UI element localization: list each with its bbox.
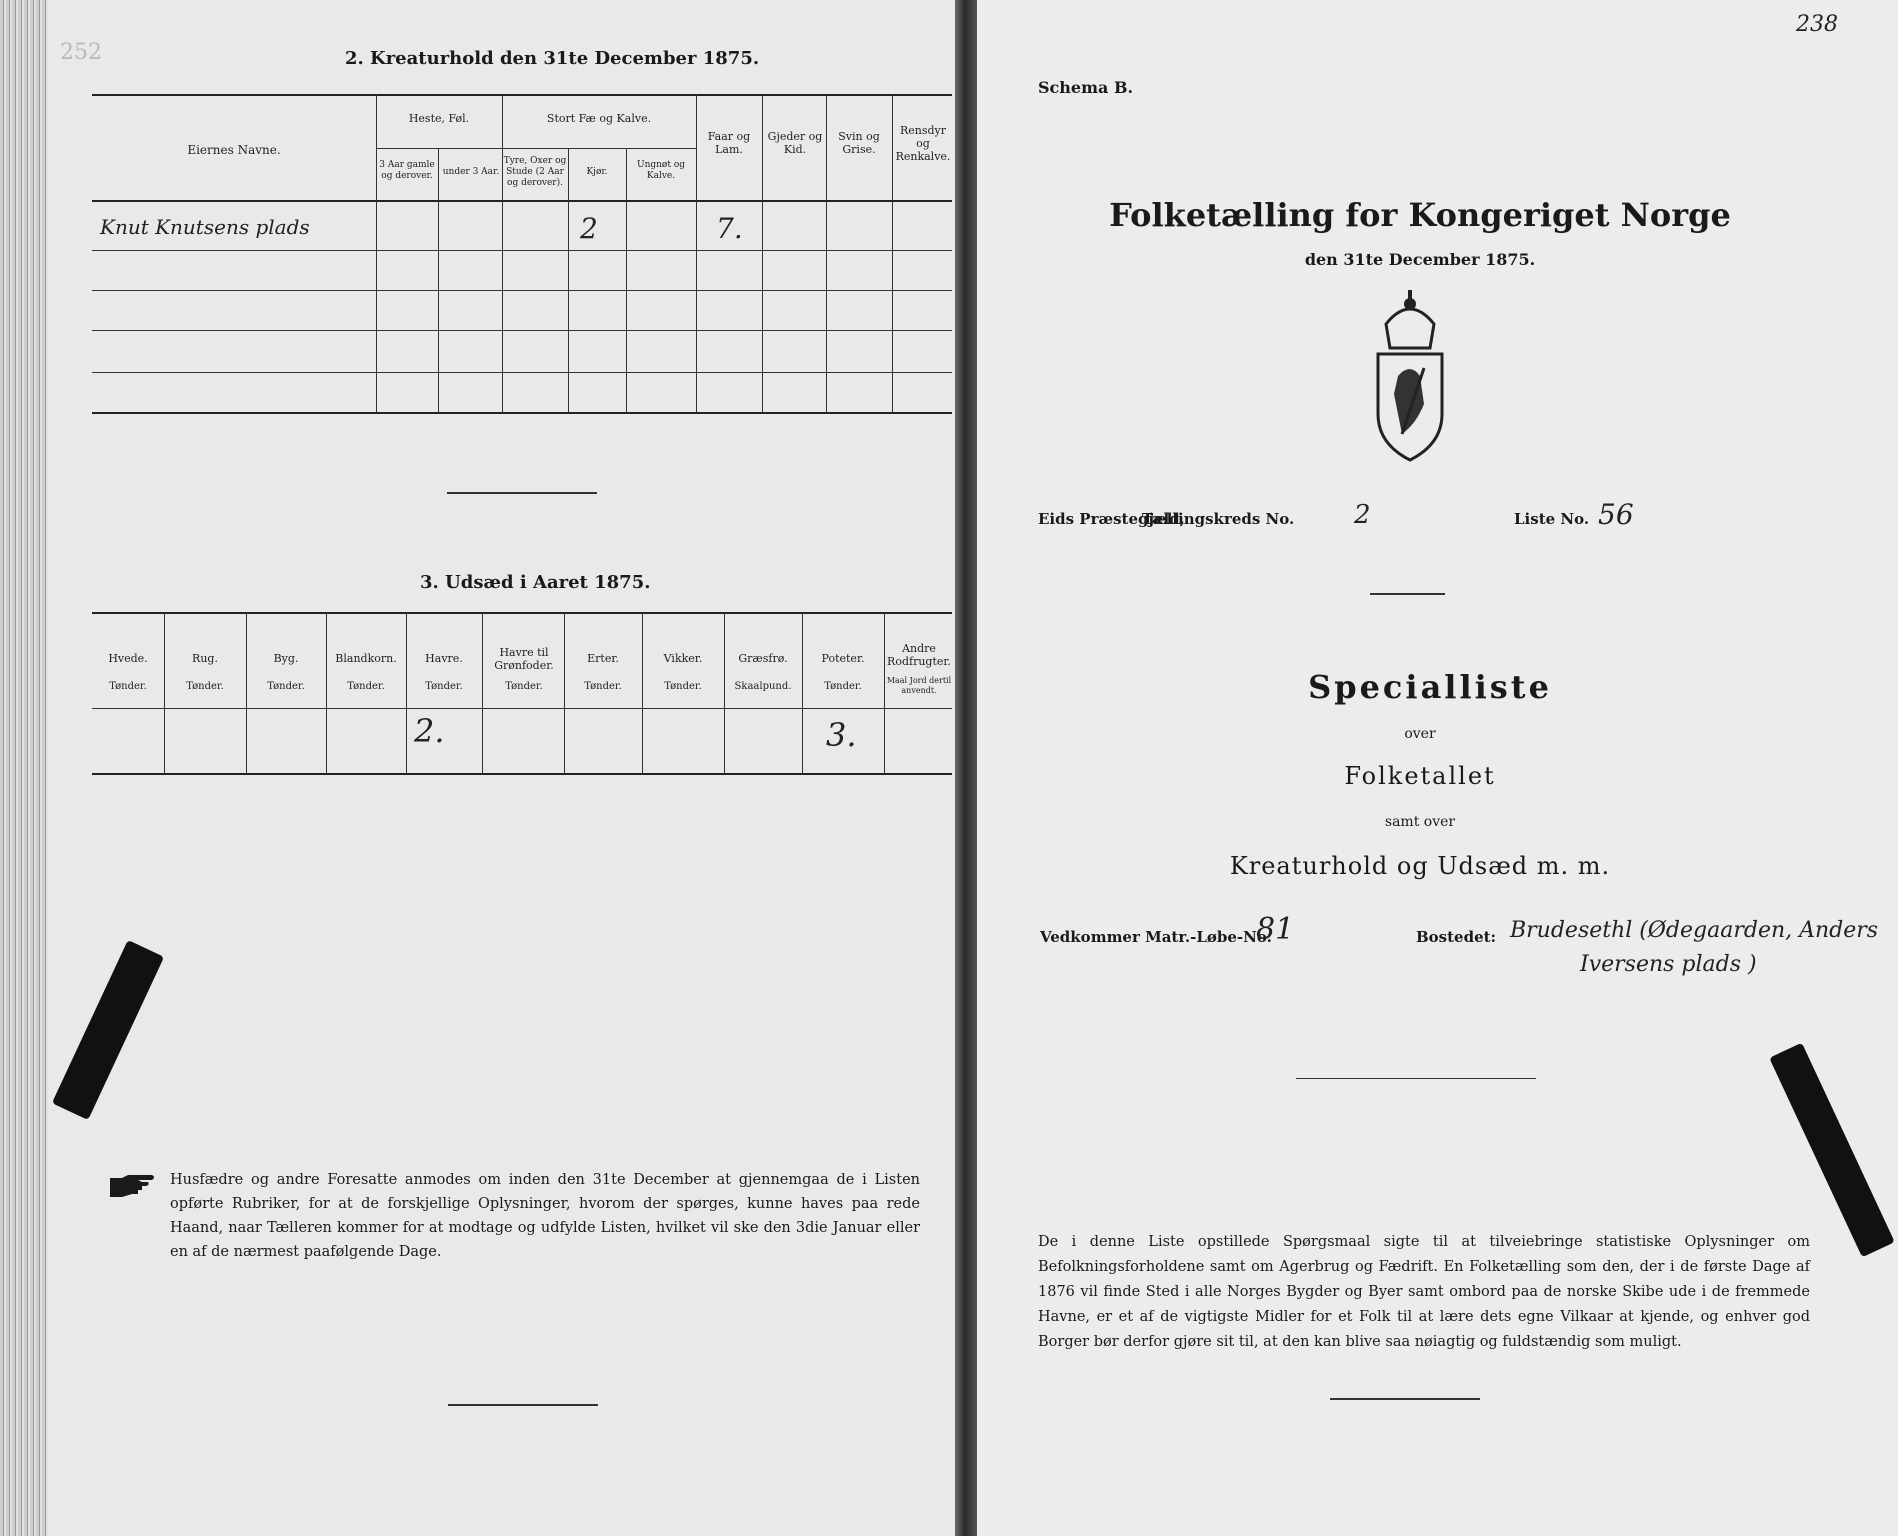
col-hvede: Hvede.	[108, 652, 148, 665]
owner-column-header: Eiernes Navne.	[187, 143, 281, 157]
col-vikker: Vikker.	[663, 652, 703, 665]
table3-top-rule	[92, 612, 952, 614]
samt-over-text: samt over	[1384, 814, 1456, 830]
col-byg-unit: Tønder.	[267, 681, 305, 692]
svin-header: Svin og Grise.	[838, 130, 880, 156]
kreds-value: 2	[1354, 500, 1371, 530]
main-title: Folketælling for Kongeriget Norge	[1109, 196, 1731, 234]
table2-bottom-rule	[92, 412, 952, 414]
over-text: over	[1404, 726, 1436, 742]
col-blandkorn: Blandkorn.	[335, 652, 397, 665]
table2-col-rule	[826, 94, 827, 412]
poteter-value: 3.	[826, 716, 857, 754]
bostedet-line1: Brudesethl (Ødegaarden, Anders	[1510, 918, 1879, 943]
divider	[1370, 593, 1445, 595]
table2-col-rule	[438, 148, 439, 412]
table2-row-rule	[92, 250, 952, 251]
schema-label: Schema B.	[1038, 78, 1134, 97]
gjeder-header: Gjeder og Kid.	[767, 130, 823, 156]
table2-row-rule	[92, 290, 952, 291]
heste-sub-under3: under 3 Aar.	[442, 167, 500, 177]
bostedet-line2: Iversens plads )	[1580, 952, 1757, 977]
matr-label: Vedkommer Matr.-Løbe-No.	[1040, 928, 1272, 946]
matr-value: 81	[1256, 912, 1295, 947]
col-poteter-unit: Tønder.	[824, 681, 862, 692]
liste-label: Liste No.	[1514, 510, 1590, 528]
footer-text: De i denne Liste opstillede Spørgsmaal sigte til at tilveiebringe statistiske Oplysninger om Befolkningsforholdene samt om Agerbrug og Fædrift. En Folketælling som den, der i de første Dage af 1876 vil finde Sted i alle Norges Bygder og Byer samt ombord paa de norske Skibe ude i de fremmede Havne, er et af de vigtigste Midler for et Folk til at lære dets egne Vilkaar at kjende, og enhver god Borger bør derfor gjøre sit til, at den kan blive saa nøiagtig og fuldstændig som muligt.	[1038, 1234, 1810, 1350]
col-byg: Byg.	[273, 652, 299, 665]
col-erter: Erter.	[587, 652, 619, 665]
col-graesfro: Græsfrø.	[738, 652, 788, 665]
col-andre-rodfrugter: Andre Rodfrugter.	[887, 642, 951, 668]
table2-row-rule	[92, 330, 952, 331]
table2-subheader-rule	[376, 148, 696, 149]
rensdyr-header: Rensdyr og Renkalve.	[895, 124, 951, 163]
kreaturhold-title: Kreaturhold og Udsæd m. m.	[1229, 852, 1611, 880]
table2-col-rule	[696, 94, 697, 412]
divider	[447, 492, 597, 494]
owner-name-entry: Knut Knutsens plads	[100, 215, 310, 239]
liste-value: 56	[1598, 498, 1634, 531]
table2-row-rule	[92, 372, 952, 373]
col-vikker-unit: Tønder.	[664, 681, 702, 692]
folketallet-title: Folketallet	[1344, 762, 1496, 790]
divider	[1330, 1398, 1480, 1400]
prestegjeld-label: Eids Præstegjeld,	[1038, 510, 1185, 528]
table3-col-rule	[482, 612, 483, 773]
col-havre-gronfoder: Havre til Grønfoder.	[494, 646, 554, 672]
col-andre-rodfrugter-unit: Maal Jord dertil anvendt.	[886, 676, 952, 695]
col-hvede-unit: Tønder.	[109, 681, 147, 692]
specialliste-title: Specialliste	[1308, 668, 1552, 706]
notice-text: Husfædre og andre Foresatte anmodes om inden den 31te December at gjennemgaa de i Listen opførte Rubriker, for at de forskjellige Oplysninger, hvorom der spørges, kunne haves paa rede Haand, naar Tælleren kommer for at modtage og udfylde Listen, hvilket vil ske den 3die Januar eller en af de nærmest paafølgende Dage.	[170, 1172, 920, 1260]
stortfae-sub-tyre: Tyre, Oxer og Stude (2 Aar og derover).	[503, 156, 567, 188]
table2-col-rule	[376, 94, 377, 412]
ghost-page-number: 252	[60, 40, 102, 65]
stortfae-sub-kjor: Kjør.	[586, 167, 608, 177]
pointing-hand-icon	[108, 1172, 158, 1200]
col-erter-unit: Tønder.	[584, 681, 622, 692]
table2-col-rule	[568, 148, 569, 412]
col-havre-gronfoder-unit: Tønder.	[505, 681, 543, 692]
book-gutter	[955, 0, 977, 1536]
col-rug: Rug.	[192, 652, 218, 665]
col-havre-unit: Tønder.	[425, 681, 463, 692]
havre-value: 2.	[414, 712, 445, 750]
faar-value: 7.	[716, 212, 743, 245]
col-poteter: Poteter.	[821, 652, 865, 665]
heste-sub-3aar: 3 Aar gamle og derover.	[379, 160, 435, 181]
divider	[1296, 1078, 1536, 1079]
faar-header: Faar og Lam.	[707, 130, 751, 156]
page-number: 238	[1796, 12, 1838, 37]
census-date: den 31te December 1875.	[1304, 250, 1536, 269]
table2-top-rule	[92, 94, 952, 96]
table3-bottom-rule	[92, 773, 952, 775]
table2-header-rule	[92, 200, 952, 202]
col-graesfro-unit: Skaalpund.	[734, 681, 792, 692]
stortfae-sub-ungnot: Ungnøt og Kalve.	[636, 160, 685, 181]
section2-title: 2. Kreaturhold den 31te December 1875.	[345, 48, 760, 69]
table2-col-rule	[626, 148, 627, 412]
col-havre: Havre.	[425, 652, 463, 665]
stortfae-header: Stort Fæ og Kalve.	[546, 112, 652, 125]
section3-title: 3. Udsæd i Aaret 1875.	[420, 572, 651, 593]
kreds-label: Tællingskreds No.	[1142, 510, 1295, 528]
col-blandkorn-unit: Tønder.	[347, 681, 385, 692]
norway-coat-of-arms-icon	[1372, 284, 1448, 464]
table2-col-rule	[502, 94, 503, 412]
col-rug-unit: Tønder.	[186, 681, 224, 692]
kjor-value: 2	[580, 212, 598, 245]
bostedet-label: Bostedet:	[1416, 928, 1497, 946]
table2-col-rule	[762, 94, 763, 412]
table3-header-rule	[92, 708, 952, 709]
heste-header: Heste, Føl.	[408, 112, 470, 125]
divider	[448, 1404, 598, 1406]
